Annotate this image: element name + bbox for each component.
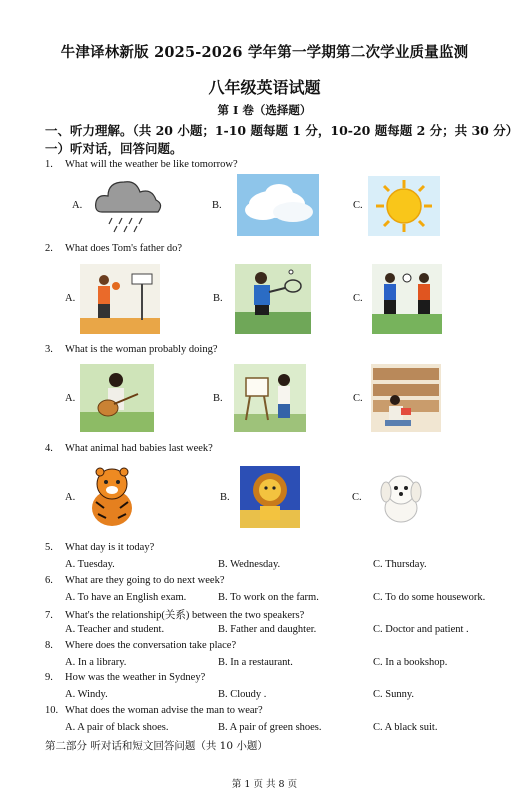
option-label: C.: [353, 293, 363, 304]
option-c: C. To do some housework.: [373, 592, 486, 603]
option-label: B.: [212, 200, 222, 211]
exam-subtitle: 八年级英语试题: [208, 78, 321, 97]
page-footer: 第 1 页 共 8 页: [231, 779, 298, 790]
option-a: A. Windy.: [65, 689, 108, 700]
question-7: 7. What's the relationship(关系) between the two speakers?: [45, 610, 305, 621]
option-label: A.: [65, 393, 76, 404]
option-c: C. Thursday.: [373, 559, 427, 570]
tiger-icon: [80, 462, 144, 532]
option-b: B. In a restaurant.: [218, 657, 293, 668]
question-text: What is the woman probably doing?: [65, 344, 218, 355]
question-number: 2.: [45, 243, 53, 254]
cloudy-sky-icon: [237, 174, 319, 236]
option-b: B. To work on the farm.: [218, 592, 319, 603]
question-10: 10. What does the woman advise the man to wear?: [45, 705, 263, 716]
option-a: A. To have an English exam.: [65, 592, 187, 603]
option-a: A. Tuesday.: [65, 559, 115, 570]
reading-woman-icon: [371, 364, 441, 432]
option-b: B. A pair of green shoes.: [218, 722, 322, 733]
question-6: 6. What are they going to do next week?: [45, 575, 225, 586]
option-b: B. Cloudy .: [218, 689, 267, 700]
question-1: [45, 159, 238, 170]
option-c: C. Doctor and patient .: [373, 624, 469, 635]
question-number: 1.: [45, 159, 53, 170]
option-label: A.: [65, 293, 76, 304]
option-label: C.: [353, 393, 363, 404]
option-label: C.: [353, 200, 363, 211]
question-3: [45, 344, 218, 355]
option-c: C. Sunny.: [373, 689, 415, 700]
option-b: B. Father and daughter.: [218, 624, 317, 635]
question-number: 3.: [45, 344, 53, 355]
option-label: B.: [213, 293, 223, 304]
option-label: B.: [220, 492, 230, 503]
option-label: A.: [72, 200, 83, 211]
question-text: What will the weather be like tomorrow?: [65, 159, 238, 170]
question-4: [45, 443, 213, 454]
badminton-player-icon: [235, 264, 311, 334]
dog-icon: [370, 466, 432, 528]
option-label: A.: [65, 492, 76, 503]
question-8: 8. Where does the conversation take place?: [45, 640, 237, 651]
option-b: B. Wednesday.: [218, 559, 281, 570]
option-label: C.: [352, 492, 362, 503]
exam-title: 牛津译林新版 2025-2026 学年第一学期第二次学业质量监测: [60, 44, 469, 61]
option-c: C. In a bookshop.: [373, 657, 448, 668]
football-players-icon: [372, 264, 442, 334]
rain-cloud-icon: [92, 174, 164, 234]
option-a: A. A pair of black shoes.: [65, 722, 169, 733]
option-c: C. A black suit.: [373, 722, 438, 733]
question-5: 5. What day is it today?: [45, 542, 155, 553]
option-a: A. In a library.: [65, 657, 127, 668]
section-heading: 一、听力理解。（共 20 小题；1-10 题每题 1 分，10-20 题每题 2 分；共 30 分）: [45, 123, 519, 138]
basketball-player-icon: [80, 264, 160, 334]
lion-icon: [240, 466, 300, 528]
option-a: A. Teacher and student.: [65, 624, 165, 635]
question-text: What animal had babies last week?: [65, 443, 213, 454]
question-9: 9. How was the weather in Sydney?: [45, 672, 206, 683]
question-text: What does Tom's father do?: [65, 243, 183, 254]
sun-icon: [368, 176, 440, 236]
question-number: 4.: [45, 443, 53, 454]
option-label: B.: [213, 393, 223, 404]
guitar-woman-icon: [80, 364, 154, 432]
painting-woman-icon: [234, 364, 306, 432]
volume-label: 第 I 卷（选择题）: [217, 103, 312, 117]
question-2: [45, 243, 182, 254]
subsection-heading: 一）听对话，回答问题。: [45, 141, 183, 156]
part-two-heading: 第二部分 听对话和短文回答问题（共 10 小题）: [45, 740, 268, 752]
